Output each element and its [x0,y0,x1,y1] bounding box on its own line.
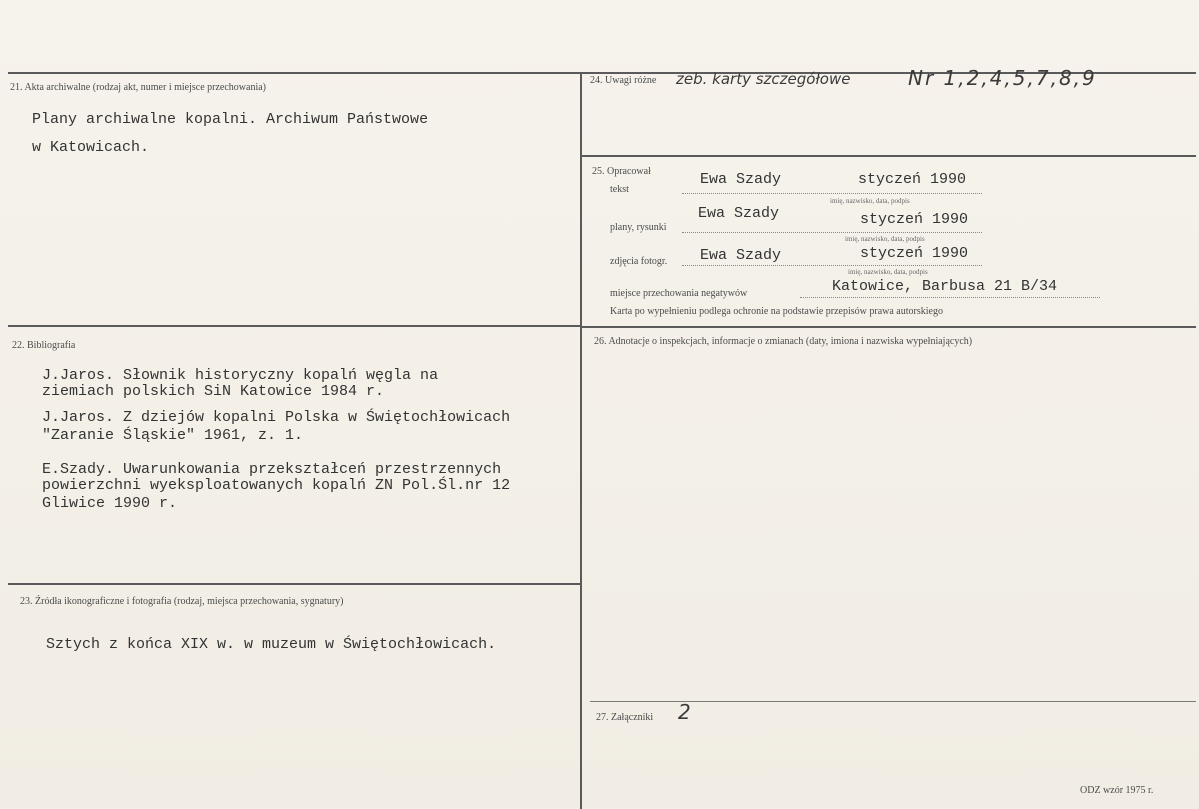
rule-25-26 [581,326,1196,328]
section-21-label: 21. Akta archiwalne (rodzaj akt, numer i miejsce przechowania) [10,82,267,93]
section-24-numbers: Nr 1,2,4,5,7,8,9 [908,66,1097,90]
rule-22-23 [8,583,581,585]
bibliography-entry-3-line-2: powierzchni wyeksploatowanych kopalń ZN Pol.Śl.nr 12 [42,477,511,494]
bibliography-entry-2-line-2: "Zaranie Śląskie" 1961, z. 1. [42,427,304,444]
author-row-photos-date: styczeń 1990 [860,245,969,262]
author-row-text-underline [682,193,982,194]
author-row-plans-caption: imię, nazwisko, data, podpis [845,235,925,243]
author-row-plans-date: styczeń 1990 [860,211,969,228]
author-row-photos-label: zdjęcia fotogr. [610,256,668,267]
copyright-notice: Karta po wypełnieniu podlega ochronie na podstawie przepisów prawa autorskiego [610,306,943,317]
rule-24-25 [581,155,1196,157]
author-row-photos-name: Ewa Szady [700,247,782,264]
rule-21-22 [8,325,581,327]
author-row-photos-caption: imię, nazwisko, data, podpis [848,268,928,276]
author-row-text-name: Ewa Szady [700,171,782,188]
center-divider [580,72,582,809]
section-22-label: 22. Bibliografia [12,340,76,351]
bibliography-entry-1-line-2: ziemiach polskich SiN Katowice 1984 r. [42,383,385,400]
bibliography-entry-1-line-1: J.Jaros. Słownik historyczny kopalń węgla na [42,367,439,384]
author-row-text-caption: imię, nazwisko, data, podpis [830,197,910,205]
form-template-footer: ODZ wzór 1975 r. [1080,785,1154,796]
negatives-value: Katowice, Barbusa 21 B/34 [832,278,1058,295]
section-23-label: 23. Źródła ikonograficzne i fotografia (rodzaj, miejsca przechowania, sygnatury) [20,596,344,607]
attachments-count: 2 [678,700,691,724]
section-23-text: Sztych z końca XIX w. w muzeum w Świętochłowicach. [46,636,497,653]
author-row-text-date: styczeń 1990 [858,171,967,188]
section-26-label: 26. Adnotacje o inspekcjach, informacje o zmianach (daty, imiona i nazwiska wypełniających) [594,336,973,347]
negatives-label: miejsce przechowania negatywów [610,288,748,299]
section-21-line-2: w Katowicach. [32,139,150,156]
section-27-label: 27. Załączniki [596,712,654,723]
section-24-label: 24. Uwagi różne [590,75,657,86]
author-row-plans-underline [682,232,982,233]
section-24-handwritten-note: zeb. karty szczegółowe [676,70,851,88]
author-row-plans-label: plany, rysunki [610,222,667,233]
section-21-line-1: Plany archiwalne kopalni. Archiwum Państwowe [32,111,429,128]
section-25-label: 25. Opracował [592,166,651,177]
author-row-text-label: tekst [610,184,629,195]
author-row-photos-underline [682,265,982,266]
author-row-plans-name: Ewa Szady [698,205,780,222]
negatives-underline [800,297,1100,298]
bibliography-entry-3-line-3: Gliwice 1990 r. [42,495,178,512]
bibliography-entry-3-line-1: E.Szady. Uwarunkowania przekształceń przestrzennych [42,461,502,478]
bibliography-entry-2-line-1: J.Jaros. Z dziejów kopalni Polska w Świętochłowicach [42,409,511,426]
